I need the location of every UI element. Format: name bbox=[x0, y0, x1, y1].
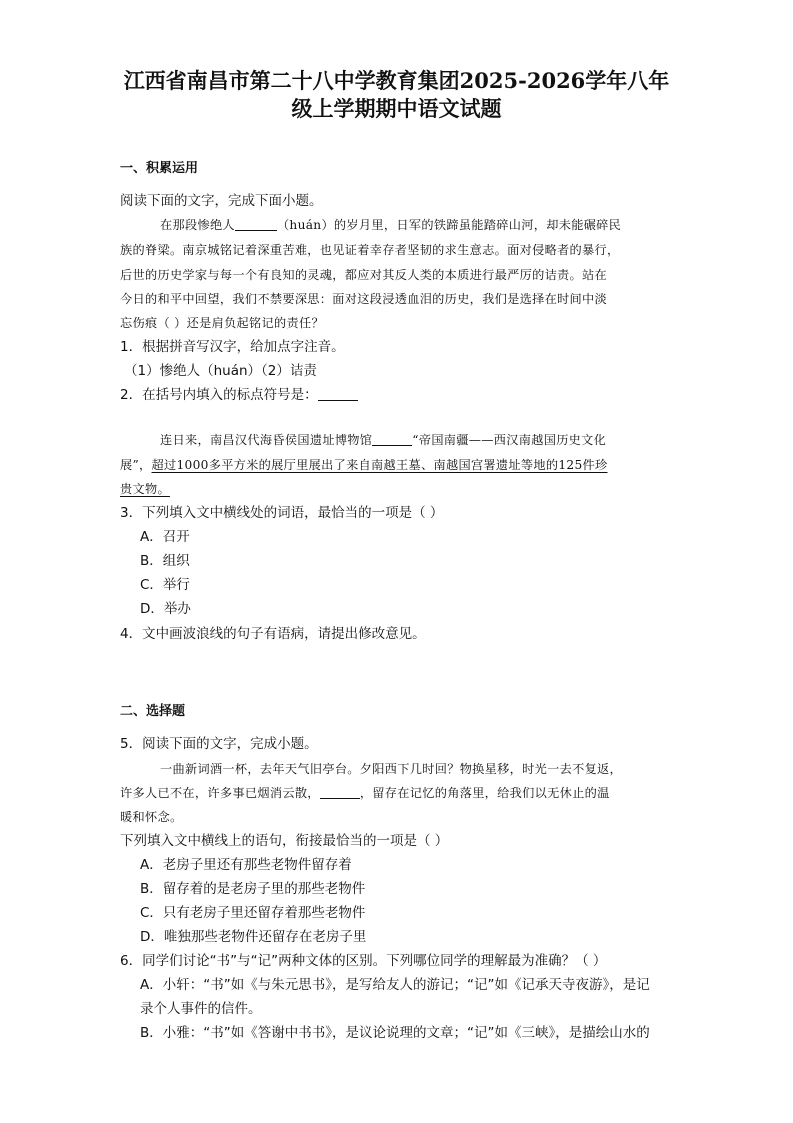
question-3: 3．下列填入文中横线处的词语，最恰当的一项是（ ） bbox=[120, 505, 444, 521]
wavy-underlined-sentence-end: 贵文物。 bbox=[120, 482, 170, 496]
question-6: 6．同学们讨论“书”与“记”两种文体的区别。下列哪位同学的理解最为准确？（ ） bbox=[120, 953, 607, 969]
passage-1-line-1b: （huán）的岁月里，日军的铁蹄虽能踏碎山河，却未能碾碎民 bbox=[276, 218, 622, 232]
passage-1-line-1 bbox=[160, 216, 621, 234]
q3-option-c[interactable]: C．举行 bbox=[140, 577, 190, 593]
q5-option-c[interactable]: C．只有老房子里还留存着那些老物件 bbox=[140, 905, 366, 921]
sentence-blank[interactable] bbox=[320, 784, 360, 799]
section-1-heading: 一、积累运用 bbox=[120, 161, 199, 176]
passage-2-line-2 bbox=[120, 456, 608, 474]
question-2 bbox=[120, 386, 358, 404]
q5-option-a[interactable]: A．老房子里还有那些老物件留存着 bbox=[140, 857, 352, 873]
passage-2-line-1a: 连日来，南昌汉代海昏侯国遗址博物馆 bbox=[160, 433, 373, 447]
q5-option-d[interactable]: D．唯独那些老物件还留存在老房子里 bbox=[140, 929, 367, 945]
question-1: 1．根据拼音写汉字，给加点字注音。 bbox=[120, 339, 345, 355]
question-1-sub: （1）惨绝人（huán）（2）诘责 bbox=[124, 363, 317, 379]
q3-option-d[interactable]: D．举办 bbox=[140, 601, 191, 617]
passage-1-line-4: 今日的和平中回望，我们不禁要深思：面对这段浸透血泪的历史，我们是选择在时间中淡 bbox=[120, 292, 608, 306]
passage-3-line-3: 暖和怀念。 bbox=[120, 810, 183, 824]
exam-title-line-1: 江西省南昌市第二十八中学教育集团2025-2026学年八年 bbox=[123, 68, 670, 93]
passage-3-line-2b: ，留存在记忆的角落里，给我们以无休止的温 bbox=[359, 786, 610, 800]
passage-1-line-5: 忘伤痕（ ）还是肩负起铭记的责任？ bbox=[120, 316, 324, 330]
passage-2-line-3 bbox=[120, 480, 170, 498]
q6-option-b-line-1[interactable]: B．小雅：“书”如《答谢中书书》，是议论说理的文章；“记”如《三峡》，是描绘山水的 bbox=[140, 1025, 650, 1041]
section-1-intro: 阅读下面的文字，完成下面小题。 bbox=[120, 193, 323, 209]
question-5: 5．阅读下面的文字，完成小题。 bbox=[120, 736, 318, 752]
wavy-underlined-sentence: 超过1000多平方米的展厅里展出了来自南越王墓、南越国宫署遗址等地的125件珍 bbox=[151, 458, 608, 472]
passage-3-line-2a: 许多人已不在，许多事已烟消云散， bbox=[120, 786, 320, 800]
question-5-prompt: 下列填入文中横线上的语句，衔接最恰当的一项是（ ） bbox=[120, 833, 449, 849]
passage-1-line-1a: 在那段惨绝人 bbox=[160, 218, 235, 232]
q5-option-b[interactable]: B．留存着的是老房子里的那些老物件 bbox=[140, 881, 366, 897]
passage-2-line-1b: “帝国南疆——西汉南越国历史文化 bbox=[412, 433, 607, 447]
exam-title-line-2: 级上学期期中语文试题 bbox=[291, 96, 502, 121]
word-blank[interactable] bbox=[372, 431, 412, 446]
pinyin-blank[interactable] bbox=[235, 216, 277, 231]
question-4: 4．文中画波浪线的句子有语病，请提出修改意见。 bbox=[120, 626, 426, 642]
passage-1-line-3: 后世的历史学家与每一个有良知的灵魂，都应对其反人类的本质进行最严厉的诘责。站在 bbox=[120, 268, 608, 282]
passage-1-line-2: 族的脊梁。南京城铭记着深重苦难，也见证着幸存者坚韧的求生意志。面对侵略者的暴行， bbox=[120, 243, 620, 257]
q6-option-a-line-2: 录个人事件的信件。 bbox=[140, 1001, 262, 1017]
passage-3-line-1: 一曲新词酒一杯，去年天气旧亭台。夕阳西下几时回？物换星移，时光一去不复返， bbox=[160, 762, 623, 776]
q3-option-a[interactable]: A．召开 bbox=[140, 529, 190, 545]
q6-option-a-line-1[interactable]: A．小轩：“书”如《与朱元思书》，是写给友人的游记；“记”如《记承天寺夜游》，是记 bbox=[140, 977, 650, 993]
passage-3-line-2 bbox=[120, 784, 610, 802]
passage-2-line-2a: 展”， bbox=[120, 458, 152, 472]
q3-option-b[interactable]: B．组织 bbox=[140, 553, 190, 569]
passage-2-line-1 bbox=[160, 431, 606, 449]
punctuation-blank[interactable] bbox=[318, 386, 358, 401]
question-2-text: 2．在括号内填入的标点符号是： bbox=[120, 387, 318, 403]
section-2-heading: 二、选择题 bbox=[120, 704, 186, 719]
